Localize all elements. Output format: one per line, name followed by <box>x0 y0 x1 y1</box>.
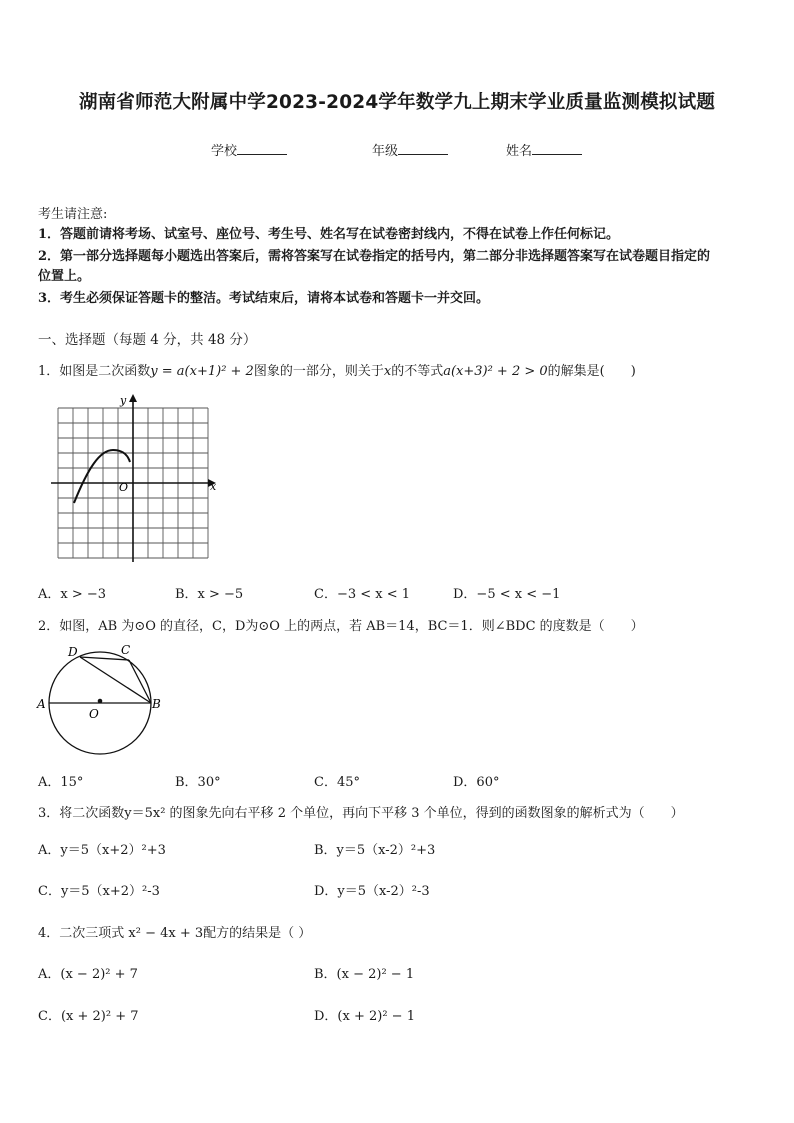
school-blank <box>237 142 287 155</box>
y-axis-label: y <box>120 394 127 407</box>
x-axis-label: x <box>210 480 217 493</box>
grade-blank <box>398 142 448 155</box>
name-label: 姓名 <box>506 144 533 159</box>
origin-label: O <box>119 481 129 494</box>
notice-item-2: 2．第一部分选择题每小题选出答案后，需将答案写在试卷指定的括号内，第二部分非选择题答案写在试卷题目指定的 <box>38 249 711 264</box>
q1-option-c: C．−3 < x < 1 <box>314 587 411 602</box>
q4-option-c: C．(x + 2)² + 7 <box>38 1009 139 1024</box>
q2-option-d: D．60° <box>453 775 500 790</box>
grade-field <box>372 140 448 159</box>
q1-option-b: B．x > −5 <box>175 587 244 602</box>
point-b-label: B <box>152 697 161 711</box>
point-c-label: C <box>121 643 131 657</box>
q1-number: 1． <box>38 364 60 379</box>
q2-option-a: A．15° <box>38 775 84 790</box>
q1-option-d: D．−5 < x < −1 <box>453 587 561 602</box>
point-d-label: D <box>68 645 78 659</box>
name-field <box>506 140 582 159</box>
q1-stem <box>38 360 636 379</box>
q1-text-c: 的不等式 <box>391 364 444 379</box>
q2-option-b: B．30° <box>175 775 221 790</box>
q3-option-a: A．y＝5（x+2）²+3 <box>38 843 166 858</box>
q3-stem: 3．将二次函数y＝5x² 的图象先向右平移 2 个单位，再向下平移 3 个单位，得到的函数图象的解析式为（ ） <box>38 806 684 821</box>
y-axis-arrow <box>129 394 137 402</box>
q2-option-c: C．45° <box>314 775 360 790</box>
q3-option-c: C．y＝5（x+2）²-3 <box>38 884 160 899</box>
q1-formula-ineq: a(x+3)² + 2 > 0 <box>443 364 548 379</box>
q4-option-d: D．(x + 2)² − 1 <box>314 1009 415 1024</box>
q1-graph <box>48 390 223 565</box>
q4-option-b: B．(x − 2)² − 1 <box>314 967 415 982</box>
notice-item-1: 1．答题前请将考场、试室号、座位号、考生号、姓名写在试卷密封线内，不得在试卷上作任何标记。 <box>38 227 620 242</box>
exam-title: 湖南省师范大附属中学2023-2024学年数学九上期末学业质量监测模拟试题 <box>78 92 716 113</box>
q1-option-a: A．x > −3 <box>38 587 107 602</box>
school-field <box>211 140 287 159</box>
q3-option-d: D．y＝5（x-2）²-3 <box>314 884 430 899</box>
q4-option-a: A．(x − 2)² + 7 <box>38 967 138 982</box>
q1-text-a: 如图是二次函数 <box>59 364 151 379</box>
notice-heading: 考生请注意: <box>38 207 108 222</box>
q4-stem: 4．二次三项式 x² − 4x + 3配方的结果是（ ） <box>38 926 312 941</box>
parabola-curve <box>74 450 130 503</box>
q2-figure <box>34 638 169 758</box>
notice-item-3: 3．考生必须保证答题卡的整洁。考试结束后，请将本试卷和答题卡一并交回。 <box>38 291 490 306</box>
q2-stem: 2．如图，AB 为⊙O 的直径，C，D为⊙O 上的两点，若 AB＝14，BC＝1．则∠BDC 的度数是（ ） <box>38 619 644 634</box>
chord-db <box>80 657 151 703</box>
q1-var-x: x <box>383 364 392 379</box>
notice-item-2-cont: 位置上。 <box>38 269 91 284</box>
point-o-label: O <box>89 707 99 721</box>
school-label: 学校 <box>211 144 238 159</box>
point-a-label: A <box>37 697 46 711</box>
section-heading: 一、选择题（每题 4 分，共 48 分） <box>38 332 257 348</box>
q1-formula-fn: y = a(x+1)² + 2 <box>150 364 254 379</box>
q3-option-b: B．y＝5（x-2）²+3 <box>314 843 436 858</box>
grade-label: 年级 <box>372 144 399 159</box>
name-blank <box>532 142 582 155</box>
center-point <box>98 699 103 704</box>
q1-text-b: 图象的一部分，则关于 <box>253 364 384 379</box>
q1-text-d: 的解集是( ) <box>547 364 636 379</box>
